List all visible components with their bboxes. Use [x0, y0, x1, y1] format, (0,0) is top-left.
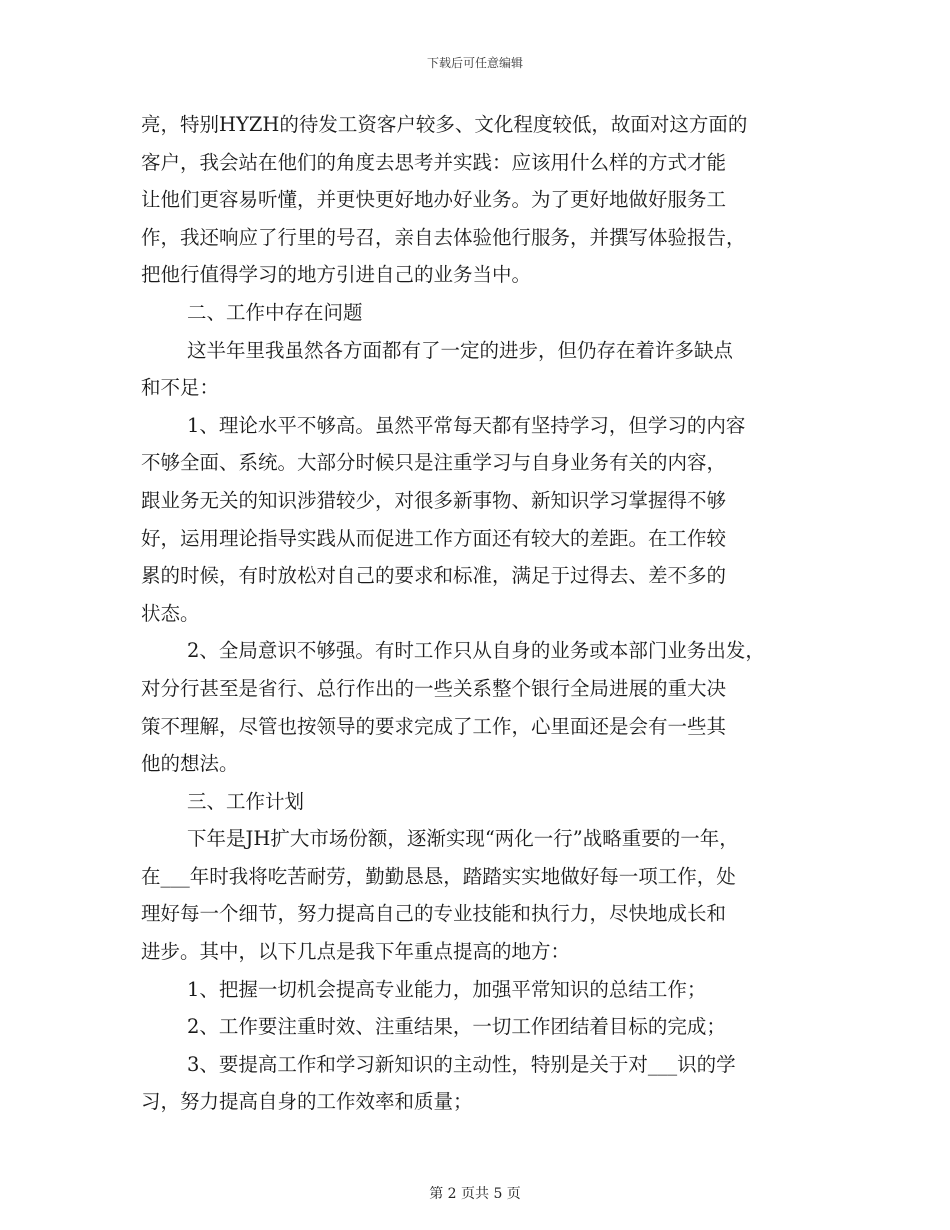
text-line: 策不理解，尽管也按领导的要求完成了工作，心里面还是会有一些其: [141, 714, 727, 738]
text-line: 亮，特别HYZH的待发工资客户较多、文化程度较低，故面对这方面的: [141, 113, 748, 136]
text-line: 三、工作计划: [187, 789, 305, 813]
text-line: 1、把握一切机会提高专业能力，加强平常知识的总结工作；: [187, 977, 707, 1001]
text-line: 状态。: [141, 601, 200, 625]
text-line: 3、要提高工作和学习新知识的主动性，特别是关于对___识的学: [187, 1052, 736, 1076]
text-line: 进步。其中，以下几点是我下年重点提高的地方：: [141, 940, 571, 964]
page-footer: 第 2 页共 5 页: [429, 1186, 521, 1202]
text-line: 跟业务无关的知识涉猎较少，对很多新事物、新知识学习掌握得不够: [141, 488, 727, 512]
text-line: 作，我还响应了行里的号召，亲自去体验他行服务，并撰写体验报告，: [141, 225, 746, 249]
text-line: 客户，我会站在他们的角度去思考并实践：应该用什么样的方式才能: [141, 150, 727, 174]
text-line: 对分行甚至是省行、总行作出的一些关系整个银行全局进展的重大决: [141, 676, 727, 700]
text-line: 2、全局意识不够强。有时工作只从自身的业务或本部门业务出发，: [187, 639, 765, 663]
text-line: 在___年时我将吃苦耐劳，勤勤恳恳，踏踏实实地做好每一项工作，处: [141, 864, 736, 888]
text-line: 和不足：: [141, 376, 220, 400]
text-line: 下年是JH扩大市场份额，逐渐实现“两化一行”战略重要的一年，: [187, 827, 739, 851]
text-line: 累的时候，有时放松对自己的要求和标准，满足于过得去、差不多的: [141, 564, 727, 588]
text-line: 把他行值得学习的地方引进自己的业务当中。: [141, 263, 532, 287]
text-line: 这半年里我虽然各方面都有了一定的进步，但仍存在着许多缺点: [187, 338, 734, 362]
text-line: 理好每一个细节，努力提高自己的专业技能和执行力，尽快地成长和: [141, 902, 727, 926]
page-header: 下载后可任意编辑: [426, 56, 523, 70]
text-line: 好，运用理论指导实践从而促进工作方面还有较大的差距。在工作较: [141, 526, 727, 550]
text-line: 1、理论水平不够高。虽然平常每天都有坚持学习，但学习的内容: [187, 413, 746, 437]
text-line: 他的想法。: [141, 752, 239, 776]
text-line: 2、工作要注重时效、注重结果，一切工作团结着目标的完成；: [187, 1015, 726, 1039]
text-line: 二、工作中存在问题: [187, 300, 363, 324]
text-line: 不够全面、系统。大部分时候只是注重学习与自身业务有关的内容，: [141, 451, 727, 475]
text-line: 让他们更容易听懂，并更快更好地办好业务。为了更好地做好服务工: [141, 188, 727, 212]
document-body: [141, 106, 821, 1121]
text-line: 习，努力提高自身的工作效率和质量；: [141, 1090, 473, 1114]
